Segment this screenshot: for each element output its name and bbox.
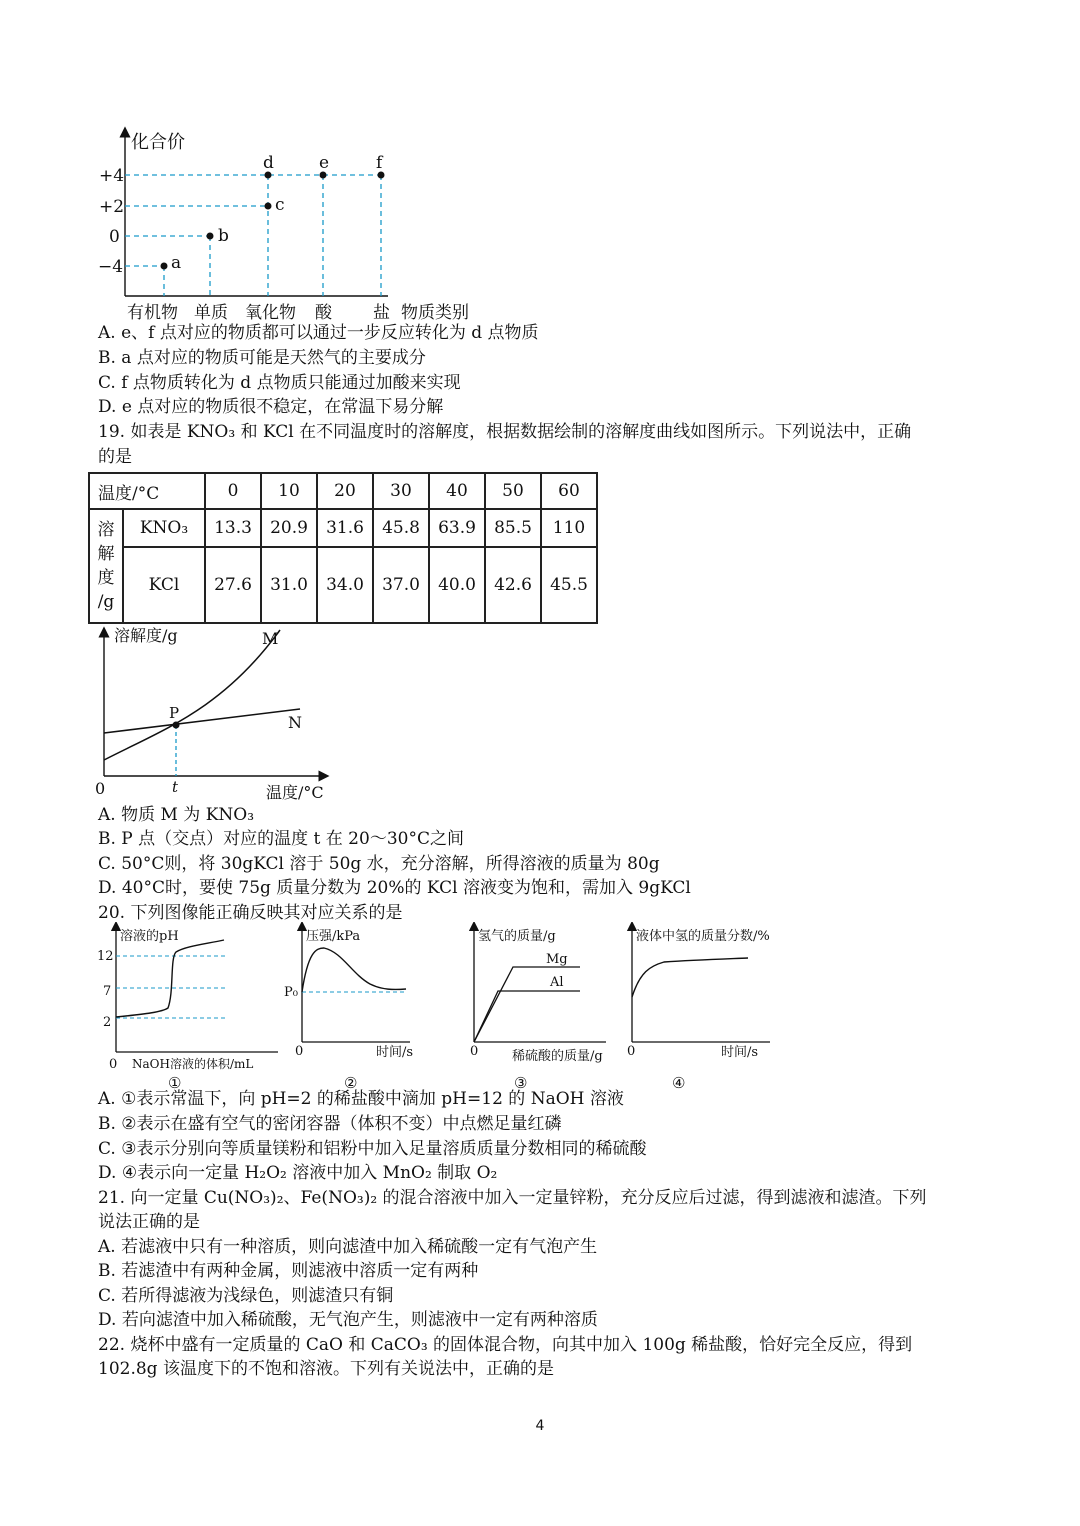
kno3-cell: 85.5 <box>485 509 541 547</box>
valence-chart <box>95 126 515 326</box>
label-f: f <box>376 153 383 173</box>
origin-label: 0 <box>295 1044 304 1059</box>
graph-number: ③ <box>514 1074 528 1090</box>
q19-option-a: A. 物质 M 为 KNO₃ <box>98 805 255 825</box>
q19-option-c: C. 50°C则，将 30gKCl 溶于 50g 水，充分溶解，所得溶液的质量为 80g <box>98 854 660 874</box>
t-label: t <box>172 778 179 796</box>
temp-cell: 50 <box>485 473 541 509</box>
kcl-cell: 31.0 <box>261 547 317 623</box>
kcl-cell: 45.5 <box>541 547 597 623</box>
xcat-element: 单质 <box>194 303 228 323</box>
ytick-plus4: +4 <box>99 166 125 186</box>
solubility-group-label <box>89 509 123 623</box>
pressure-curve <box>302 948 406 992</box>
kno3-cell: 31.6 <box>317 509 373 547</box>
graph-number: ① <box>168 1074 182 1090</box>
point-a <box>161 263 168 270</box>
group-char: 溶 <box>97 520 115 540</box>
y-axis-label: 压强/kPa <box>306 929 361 944</box>
q20-stem: 20. 下列图像能正确反映其对应关系的是 <box>98 903 403 923</box>
al-line <box>474 991 580 1042</box>
origin-label: 0 <box>109 1057 118 1072</box>
solubility-curve-chart <box>92 624 342 804</box>
graph-number: ② <box>344 1074 358 1090</box>
q21-option-d: D. 若向滤渣中加入稀硫酸，无气泡产生，则滤液中一定有两种溶质 <box>98 1310 598 1330</box>
q19-option-b: B. P 点（交点）对应的温度 t 在 20～30°C之间 <box>98 829 464 849</box>
curve-n <box>104 709 300 733</box>
label-p: P <box>169 704 180 722</box>
x-axis-label: 温度/°C <box>266 783 324 802</box>
q20-option-a: A. ①表示常温下，向 pH=2 的稀盐酸中滴加 pH=12 的 NaOH 溶液 <box>98 1089 624 1109</box>
q19-option-d: D. 40°C时，要使 75g 质量分数为 20%的 KCl 溶液变为饱和，需加入 9gKCl <box>98 878 691 898</box>
point-b <box>207 233 214 240</box>
point-c <box>265 203 272 210</box>
label-a: a <box>171 253 182 273</box>
q19-stem-line2: 的是 <box>98 447 132 467</box>
q20-option-c: C. ③表示分别向等质量镁粉和铝粉中加入足量溶质质量分数相同的稀硫酸 <box>98 1139 647 1159</box>
ytick-plus2: +2 <box>99 197 125 217</box>
ytick-7: 7 <box>103 984 112 999</box>
xcat-salt: 盐 <box>373 303 390 323</box>
q18-option-c: C. f 点物质转化为 d 点物质只能通过加酸来实现 <box>98 373 461 393</box>
temp-cell: 30 <box>373 473 429 509</box>
y-axis-label: 氢气的质量/g <box>478 929 556 944</box>
ytick-2: 2 <box>103 1015 112 1030</box>
temp-cell: 0 <box>205 473 261 509</box>
origin-label: 0 <box>470 1044 479 1059</box>
q22-stem-line1: 22. 烧杯中盛有一定质量的 CaO 和 CaCO₃ 的固体混合物，向其中加入 100g 稀盐酸，恰好完全反应，得到 <box>98 1335 913 1355</box>
solubility-table <box>88 472 598 624</box>
kcl-cell: 42.6 <box>485 547 541 623</box>
guide-lines <box>125 175 381 296</box>
kcl-cell: 37.0 <box>373 547 429 623</box>
x-axis-label: 时间/s <box>721 1045 759 1060</box>
origin-label: 0 <box>95 779 106 798</box>
x-axis-label: 稀硫酸的质量/g <box>512 1049 603 1064</box>
label-b: b <box>218 226 229 246</box>
y-axis-label: 溶解度/g <box>114 626 178 645</box>
point-p <box>173 722 180 729</box>
temp-cell: 40 <box>429 473 485 509</box>
x-axis-label: NaOH溶液的体积/mL <box>132 1057 254 1071</box>
graph-3-hydrogen <box>456 922 626 1090</box>
kno3-cell: 13.3 <box>205 509 261 547</box>
mg-line <box>474 967 580 1042</box>
x-axis-label: 物质类别 <box>401 303 469 323</box>
row-name-kcl: KCl <box>123 547 205 623</box>
q18-option-d: D. e 点对应的物质很不稳定，在常温下易分解 <box>98 397 444 417</box>
q22-stem-line2: 102.8g 该温度下的不饱和溶液。下列有关说法中，正确的是 <box>98 1359 554 1379</box>
xcat-organic: 有机物 <box>127 303 178 323</box>
q21-option-b: B. 若滤渣中有两种金属，则滤液中溶质一定有两种 <box>98 1261 479 1281</box>
group-char: 度 <box>97 568 115 588</box>
q21-stem-line1: 21. 向一定量 Cu(NO₃)₂、Fe(NO₃)₂ 的混合溶液中加入一定量锌粉，充分反应后过滤，得到滤液和滤渣。下列 <box>98 1188 927 1208</box>
q21-option-c: C. 若所得滤液为浅绿色，则滤渣只有铜 <box>98 1286 394 1306</box>
q21-stem-line2: 说法正确的是 <box>98 1212 200 1232</box>
ytick-minus4: −4 <box>98 257 124 277</box>
label-c: c <box>275 195 285 215</box>
page-number: 4 <box>535 1418 545 1434</box>
kcl-cell: 40.0 <box>429 547 485 623</box>
y-axis-label: 液体中氢的质量分数/% <box>636 929 770 944</box>
ytick-12: 12 <box>97 949 114 964</box>
kno3-cell: 110 <box>541 509 597 547</box>
kcl-cell: 27.6 <box>205 547 261 623</box>
p0-label: P₀ <box>284 985 298 1000</box>
temp-cell: 10 <box>261 473 317 509</box>
curve-m <box>104 630 280 760</box>
temp-cell: 60 <box>541 473 597 509</box>
q19-stem-line1: 19. 如表是 KNO₃ 和 KCl 在不同温度时的溶解度，根据数据绘制的溶解度曲线如图所示。下列说法中，正确 <box>98 422 912 442</box>
graph-4-hydrogen-fraction <box>614 922 804 1090</box>
x-axis-label: 时间/s <box>376 1045 414 1060</box>
fraction-curve <box>632 958 748 997</box>
q18-option-b: B. a 点对应的物质可能是天然气的主要成分 <box>98 348 426 368</box>
ph-curve <box>116 940 224 1017</box>
graph-2-pressure <box>282 922 432 1090</box>
q18-option-a: A. e、f 点对应的物质都可以通过一步反应转化为 d 点物质 <box>98 323 539 343</box>
origin-label: 0 <box>627 1044 636 1059</box>
label-d: d <box>263 153 274 173</box>
q21-option-a: A. 若滤液中只有一种溶质，则向滤渣中加入稀硫酸一定有气泡产生 <box>98 1237 598 1257</box>
table-header-temp: 温度/°C <box>89 473 205 509</box>
kno3-cell: 20.9 <box>261 509 317 547</box>
q20-option-d: D. ④表示向一定量 H₂O₂ 溶液中加入 MnO₂ 制取 O₂ <box>98 1163 498 1183</box>
kno3-cell: 63.9 <box>429 509 485 547</box>
al-label: Al <box>550 975 564 990</box>
group-char: 解 <box>97 544 115 564</box>
xcat-oxide: 氧化物 <box>245 303 296 323</box>
mg-label: Mg <box>546 952 568 967</box>
row-name-kno3: KNO₃ <box>123 509 205 547</box>
xcat-acid: 酸 <box>315 303 332 323</box>
q20-option-b: B. ②表示在盛有空气的密闭容器（体积不变）中点燃足量红磷 <box>98 1114 562 1134</box>
ytick-0: 0 <box>109 227 120 247</box>
label-m: M <box>262 629 279 648</box>
temp-cell: 20 <box>317 473 373 509</box>
group-char: /g <box>97 592 115 612</box>
label-e: e <box>319 153 330 173</box>
kno3-cell: 45.8 <box>373 509 429 547</box>
graph-1-ph <box>96 922 286 1090</box>
graph-number: ④ <box>672 1074 686 1090</box>
label-n: N <box>288 713 302 732</box>
kcl-cell: 34.0 <box>317 547 373 623</box>
y-axis-label: 化合价 <box>131 132 185 153</box>
y-axis-label: 溶液的pH <box>120 929 179 944</box>
